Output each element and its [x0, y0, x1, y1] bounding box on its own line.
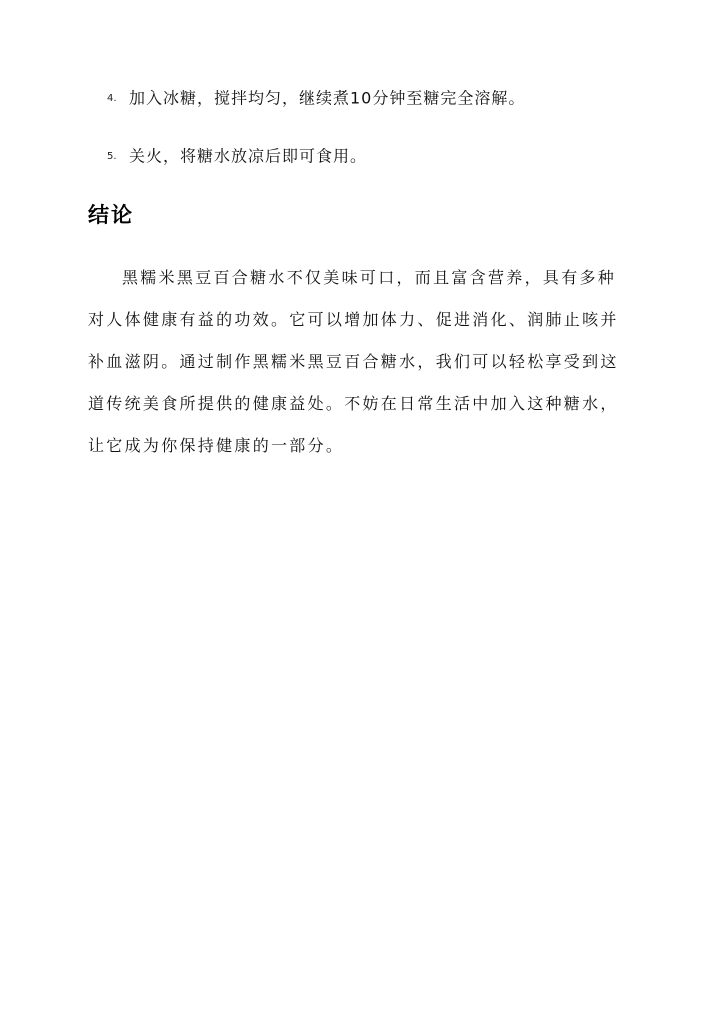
paragraph-line: 道传统美食所提供的健康益处。不妨在日常生活中加入这种糖水，: [88, 394, 619, 413]
list-number: 4.: [107, 92, 117, 104]
paragraph-line: 黑糯米黑豆百合糖水不仅美味可口，而且富含营养，具有多种: [122, 268, 617, 287]
paragraph-line: 让它成为你保持健康的一部分。: [88, 436, 345, 455]
list-item-text: 加入冰糖，搅拌均匀，继续煮10分钟至糖完全溶解。: [129, 88, 526, 108]
paragraph-line: 对人体健康有益的功效。它可以增加体力、促进消化、润肺止咳并: [88, 310, 619, 329]
paragraph-line: 补血滋阴。通过制作黑糯米黑豆百合糖水，我们可以轻松享受到这: [88, 352, 619, 371]
list-item-step-5: [107, 145, 667, 168]
list-number: 5.: [107, 150, 117, 162]
list-item-text: 关火，将糖水放凉后即可食用。: [129, 146, 368, 166]
section-heading-conclusion: 结论: [88, 203, 134, 227]
list-item-step-4: [107, 87, 667, 110]
conclusion-paragraph: [88, 262, 634, 472]
